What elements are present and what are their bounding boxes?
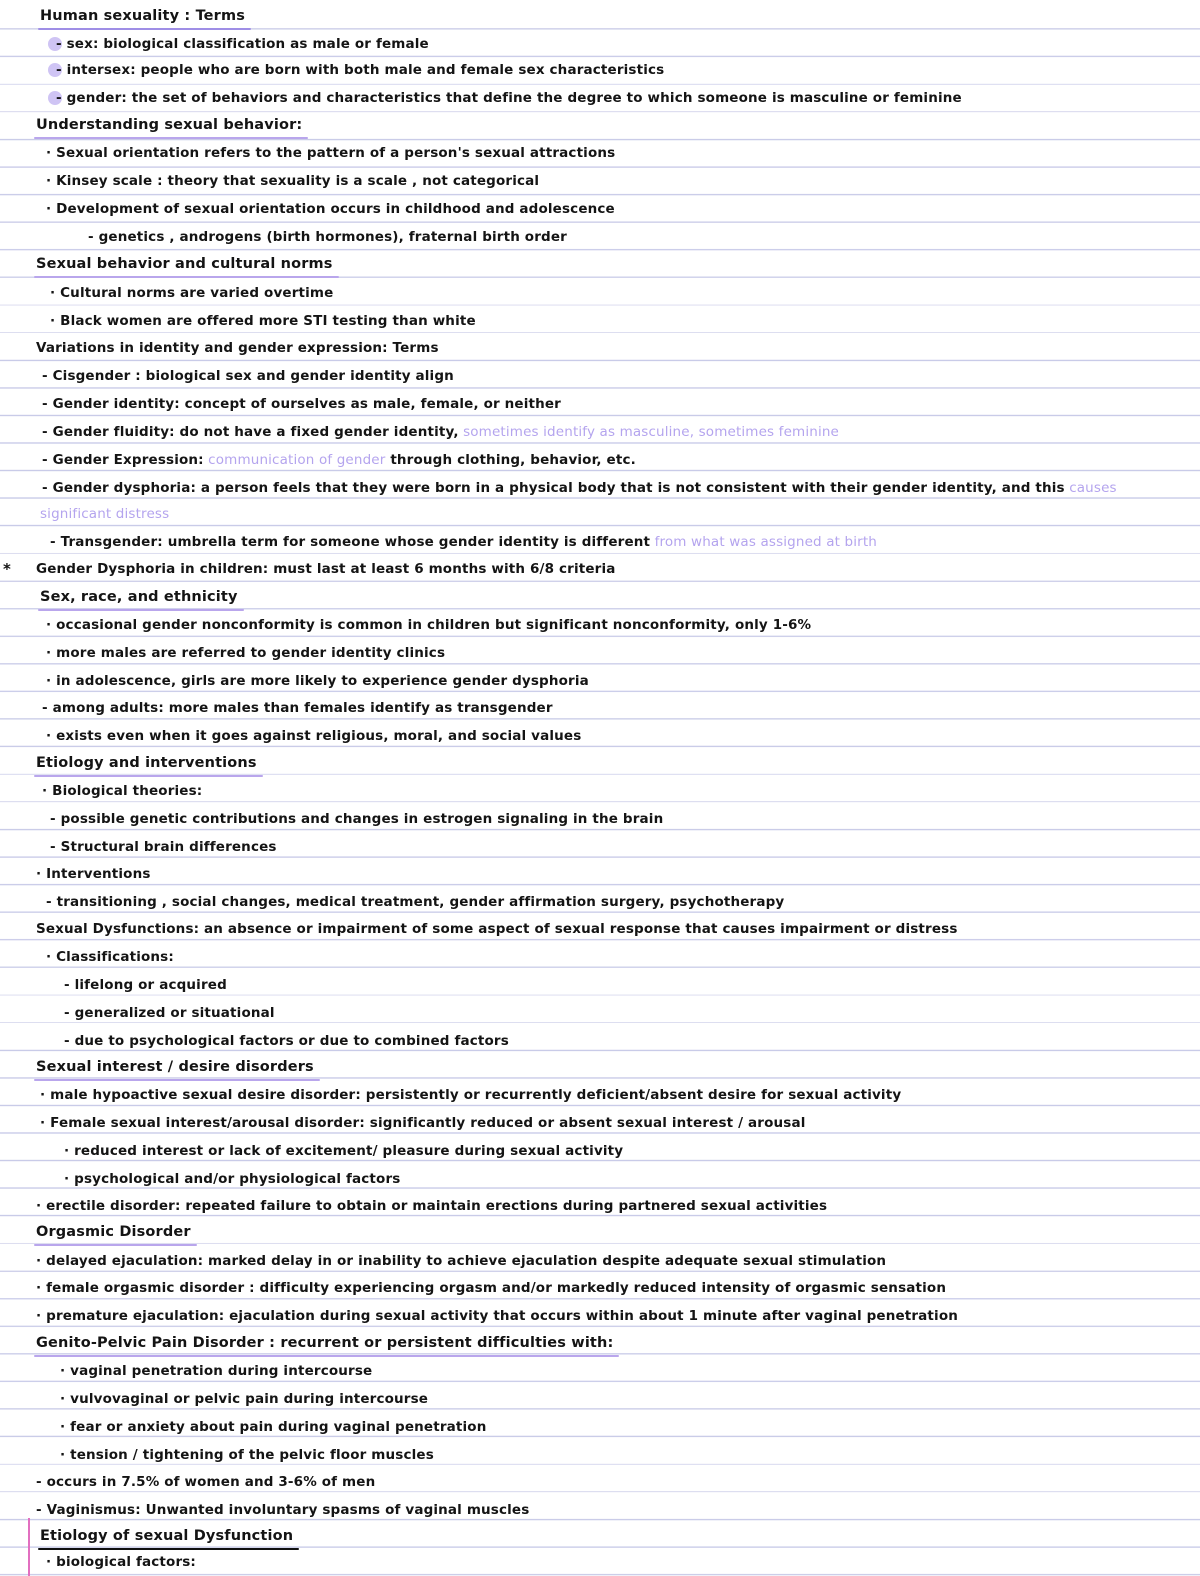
section-heading xyxy=(36,1221,191,1243)
note-line xyxy=(50,310,476,332)
note-text: Etiology of sexual Dysfunction xyxy=(40,1528,294,1544)
section-heading xyxy=(40,1525,293,1547)
note-line xyxy=(46,725,581,747)
note-text: · more males are referred to gender identity clinics xyxy=(46,645,446,661)
note-line xyxy=(50,836,277,858)
note-line xyxy=(36,558,616,580)
note-text: · tension / tightening of the pelvic floor muscles xyxy=(60,1447,434,1463)
note-line xyxy=(50,531,877,553)
note-text: · psychological and/or physiological factors xyxy=(64,1171,401,1187)
note-line xyxy=(40,503,169,525)
note-line xyxy=(42,477,1117,499)
note-text: - Gender dysphoria: a person feels that they were born in a physical body that is not consistent with their gender identity, and this xyxy=(42,480,1065,496)
note-text: Sexual Dysfunctions: an absence or impairment of some aspect of sexual response that causes impairment or distress xyxy=(36,921,958,937)
section-heading xyxy=(40,586,238,608)
section-heading xyxy=(36,1056,314,1078)
section-heading xyxy=(36,114,302,136)
note-line xyxy=(60,1388,428,1410)
note-text: - Transgender: umbrella term for someone whose gender identity is different xyxy=(50,534,651,550)
note-line xyxy=(60,1444,434,1466)
highlighted-text: significant distress xyxy=(40,506,170,522)
note-text: - possible genetic contributions and changes in estrogen signaling in the brain xyxy=(50,811,664,827)
section-heading xyxy=(36,752,257,774)
note-line xyxy=(40,1084,901,1106)
note-text: Variations in identity and gender expression: Terms xyxy=(36,340,439,356)
note-text: - transitioning , social changes, medical treatment, gender affirmation surgery, psychotherapy xyxy=(46,894,785,910)
note-text: Understanding sexual behavior: xyxy=(36,117,303,133)
note-text: - Cisgender : biological sex and gender identity align xyxy=(42,368,454,384)
note-text: · exists even when it goes against religious, moral, and social values xyxy=(46,728,582,744)
note-text: - genetics , androgens (birth hormones), fraternal birth order xyxy=(88,229,567,245)
note-text: - Gender identity: concept of ourselves as male, female, or neither xyxy=(42,396,561,412)
note-line xyxy=(36,1471,375,1493)
note-text: Genito-Pelvic Pain Disorder xyxy=(36,1335,264,1351)
note-text: - Structural brain differences xyxy=(50,839,277,855)
note-line xyxy=(46,1551,196,1573)
note-line xyxy=(36,863,151,885)
note-line xyxy=(42,449,636,471)
note-line xyxy=(64,1140,623,1162)
note-text: · vulvovaginal or pelvic pain during intercourse xyxy=(60,1391,429,1407)
note-text: · in adolescence, girls are more likely to experience gender dysphoria xyxy=(46,673,589,689)
note-text: - Gender fluidity: do not have a fixed gender identity, xyxy=(42,424,459,440)
note-line xyxy=(46,198,615,220)
note-text: Sexual interest / desire disorders xyxy=(36,1059,314,1075)
note-text: Etiology and interventions xyxy=(36,755,257,771)
note-text: · premature ejaculation: ejaculation during sexual activity that occurs within about 1 minute after vaginal penetration xyxy=(36,1308,958,1324)
note-text: · Black women are offered more STI testing than white xyxy=(50,313,476,329)
margin-marker xyxy=(28,1518,30,1576)
note-text: - occurs in 7.5% of women and 3-6% of men xyxy=(36,1474,376,1490)
section-heading xyxy=(36,253,333,275)
highlighted-text: from what was assigned at birth xyxy=(650,534,877,550)
note-line xyxy=(60,1416,486,1438)
note-line xyxy=(56,33,429,55)
note-text: · male hypoactive sexual desire disorder: persistently or recurrently deficient/absent desire for sexual activity xyxy=(40,1087,902,1103)
note-text: · Biological theories: xyxy=(42,783,203,799)
note-text: · Sexual orientation refers to the pattern of a person's sexual attractions xyxy=(46,145,616,161)
note-text: - due to psychological factors or due to combined factors xyxy=(64,1033,509,1049)
note-line xyxy=(42,393,561,415)
note-text: · Interventions xyxy=(36,866,151,882)
note-text: · biological factors: xyxy=(46,1554,196,1570)
section-heading xyxy=(36,1332,613,1354)
note-text: - intersex: people who are born with both male and female sex characteristics xyxy=(56,62,665,78)
note-text: · vaginal penetration during intercourse xyxy=(60,1363,373,1379)
note-text: · erectile disorder: repeated failure to obtain or maintain erections during partnered sexual activities xyxy=(36,1198,828,1214)
note-text: - generalized or situational xyxy=(64,1005,275,1021)
note-line xyxy=(46,642,445,664)
note-text: - Gender Expression: xyxy=(42,452,204,468)
note-line xyxy=(46,614,811,636)
note-text: · delayed ejaculation: marked delay in or inability to achieve ejaculation despite adequate sexual stimulation xyxy=(36,1253,887,1269)
note-text: - Vaginismus: Unwanted involuntary spasms of vaginal muscles xyxy=(36,1502,530,1518)
note-line xyxy=(36,1250,886,1272)
note-line xyxy=(46,142,615,164)
note-text: · Classifications: xyxy=(46,949,174,965)
star-icon: * xyxy=(3,560,11,578)
note-line xyxy=(60,1360,372,1382)
note-line xyxy=(46,891,784,913)
page-title: Human sexuality : Terms xyxy=(40,5,245,27)
note-line xyxy=(36,1499,529,1521)
highlighted-text: sometimes identify as masculine, sometimes feminine xyxy=(458,424,840,440)
note-line xyxy=(64,974,227,996)
note-text: · Female sexual interest/arousal disorder: significantly reduced or absent sexual interest / arousal xyxy=(40,1115,806,1131)
note-line xyxy=(36,1195,827,1217)
note-line xyxy=(64,1168,400,1190)
note-line xyxy=(56,59,664,81)
note-line xyxy=(64,1030,509,1052)
note-text: - sex: biological classification as male or female xyxy=(56,36,429,52)
note-line xyxy=(40,1112,806,1134)
note-text-tail: through clothing, behavior, etc. xyxy=(385,452,636,468)
note-line xyxy=(46,946,174,968)
note-line xyxy=(36,1305,958,1327)
note-text: · Development of sexual orientation occurs in childhood and adolescence xyxy=(46,201,615,217)
note-text: - among adults: more males than females identify as transgender xyxy=(42,700,553,716)
note-line xyxy=(42,421,839,443)
note-line xyxy=(42,365,454,387)
note-text: Orgasmic Disorder xyxy=(36,1224,191,1240)
note-text: · occasional gender nonconformity is common in children but significant nonconformity, only 1-6% xyxy=(46,617,812,633)
note-text-tail: : recurrent or persistent difficulties with: xyxy=(263,1335,614,1351)
note-line xyxy=(42,697,553,719)
note-text: · reduced interest or lack of excitement/ pleasure during sexual activity xyxy=(64,1143,624,1159)
note-text: · Cultural norms are varied overtime xyxy=(50,285,334,301)
note-line xyxy=(36,1277,946,1299)
note-line xyxy=(42,780,202,802)
note-line xyxy=(88,226,567,248)
note-text: Sex, race, and ethnicity xyxy=(40,589,238,605)
note-text: · female orgasmic disorder : difficulty experiencing orgasm and/or markedly reduced intensity of orgasmic sensation xyxy=(36,1280,947,1296)
highlighted-text: causes xyxy=(1064,480,1117,496)
note-text: · Kinsey scale : theory that sexuality is a scale , not categorical xyxy=(46,173,540,189)
note-text: Sexual behavior and cultural norms xyxy=(36,256,333,272)
note-line xyxy=(46,170,539,192)
note-text: · fear or anxiety about pain during vaginal penetration xyxy=(60,1419,487,1435)
note-line xyxy=(50,808,663,830)
note-line xyxy=(36,337,439,359)
note-line xyxy=(64,1002,275,1024)
note-line xyxy=(50,282,333,304)
note-text: Gender Dysphoria in children: must last at least 6 months with 6/8 criteria xyxy=(36,561,616,577)
note-text: - gender: the set of behaviors and characteristics that define the degree to which someone is masculine or feminine xyxy=(56,90,962,106)
note-line xyxy=(46,670,589,692)
highlighted-text: communication of gender xyxy=(203,452,386,468)
note-line xyxy=(56,87,962,109)
note-text: - lifelong or acquired xyxy=(64,977,227,993)
note-line xyxy=(36,918,958,940)
